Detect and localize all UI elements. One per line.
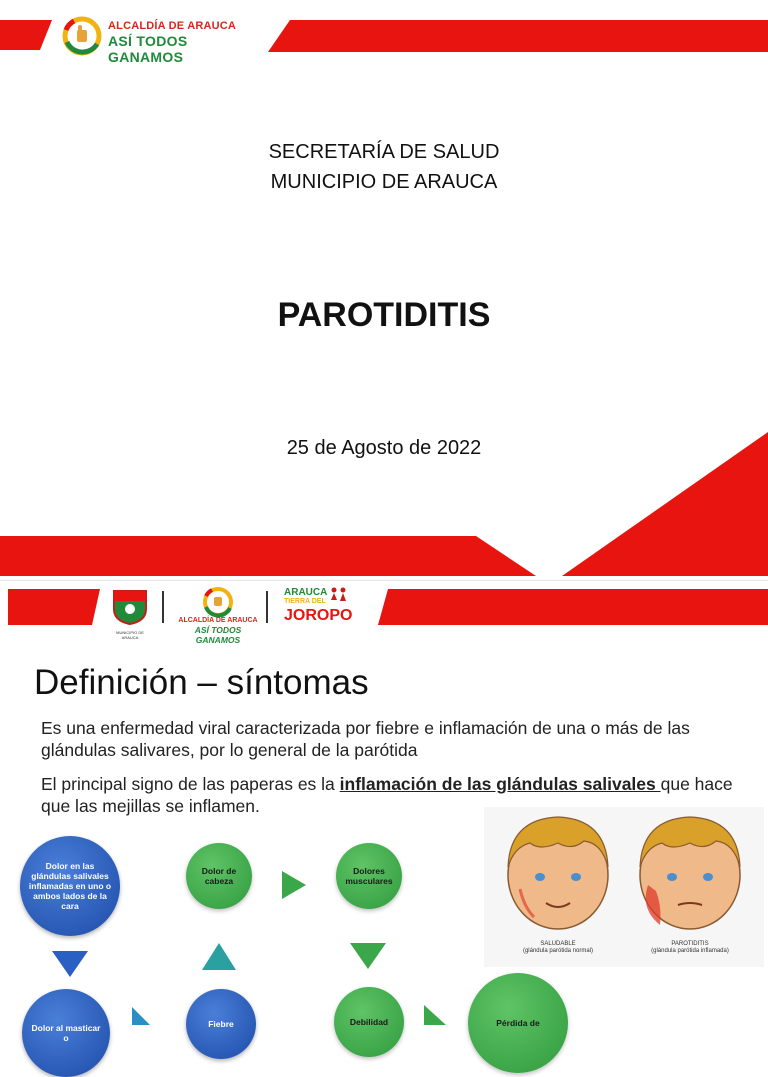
slide-date: 25 de Agosto de 2022 bbox=[286, 437, 482, 459]
symptom-headache: Dolor de cabeza bbox=[186, 843, 252, 909]
sick-label: PAROTIDITIS bbox=[671, 941, 709, 947]
arrow-up-1-icon bbox=[202, 943, 236, 970]
joropo-line2: TIERRA DEL bbox=[284, 598, 326, 605]
org-line1: SECRETARÍA DE SALUD bbox=[268, 141, 500, 163]
symptom-gland-pain: Dolor en las glándulas salivales inflamadas en uno o ambos lados de la cara bbox=[20, 836, 120, 936]
flow-arrows bbox=[0, 581, 768, 1025]
crest-caption: MUNICIPIO DE ARAUCA bbox=[116, 630, 144, 640]
symptom-fever: Fiebre bbox=[186, 989, 256, 1059]
header-logo-line1: ALCALDÍA DE ARAUCA bbox=[178, 617, 258, 624]
arrow-down-2-icon bbox=[350, 943, 386, 969]
sick-sublabel: (glándula parótida inflamada) bbox=[651, 948, 729, 954]
sign-text-emphasis: inflamación de las glándulas salivales bbox=[339, 774, 661, 794]
joropo-line3: JOROPO bbox=[284, 607, 353, 624]
joropo-line1: ARAUCA bbox=[284, 587, 328, 598]
slide-title: PAROTIDITIS bbox=[277, 296, 491, 334]
arrow-right-3-icon bbox=[424, 1005, 446, 1025]
alcaldia-logo bbox=[62, 14, 262, 65]
logo-emblem-icon bbox=[62, 14, 106, 56]
symptom-weakness: Debilidad bbox=[334, 987, 404, 1057]
logo-line2: ASÍ TODOS GANAMOS bbox=[108, 33, 188, 65]
symptom-muscle-pain: Dolores musculares bbox=[336, 843, 402, 909]
arrow-down-1-icon bbox=[52, 951, 88, 977]
header-logo-line2: ASÍ TODOS GANAMOS bbox=[194, 625, 242, 645]
symptom-appetite-loss: Pérdida de bbox=[468, 973, 568, 1073]
symptom-chewing-pain: Dolor al masticar o bbox=[22, 989, 110, 1077]
sign-text-after: que hace que las mejillas se inflamen. bbox=[41, 774, 733, 816]
bottom-banner bbox=[0, 420, 768, 576]
logo-line1: ALCALDÍA DE ARAUCA bbox=[108, 20, 237, 32]
slide-heading: Definición – síntomas bbox=[34, 663, 369, 702]
definition-slide bbox=[0, 580, 768, 1043]
org-line2: MUNICIPIO DE ARAUCA bbox=[270, 171, 498, 193]
healthy-label: SALUDABLE bbox=[540, 941, 576, 947]
sign-text-before: El principal signo de las paperas es la bbox=[41, 774, 340, 794]
arrow-right-2-icon bbox=[132, 1007, 150, 1025]
arrow-right-1-icon bbox=[282, 871, 306, 899]
definition-paragraph: Es una enfermedad viral caracterizada por fiebre e inflamación de una o más de las glándulas salivares, por lo general de la parótida bbox=[41, 718, 690, 760]
healthy-sublabel: (glándula parótida normal) bbox=[522, 948, 594, 954]
